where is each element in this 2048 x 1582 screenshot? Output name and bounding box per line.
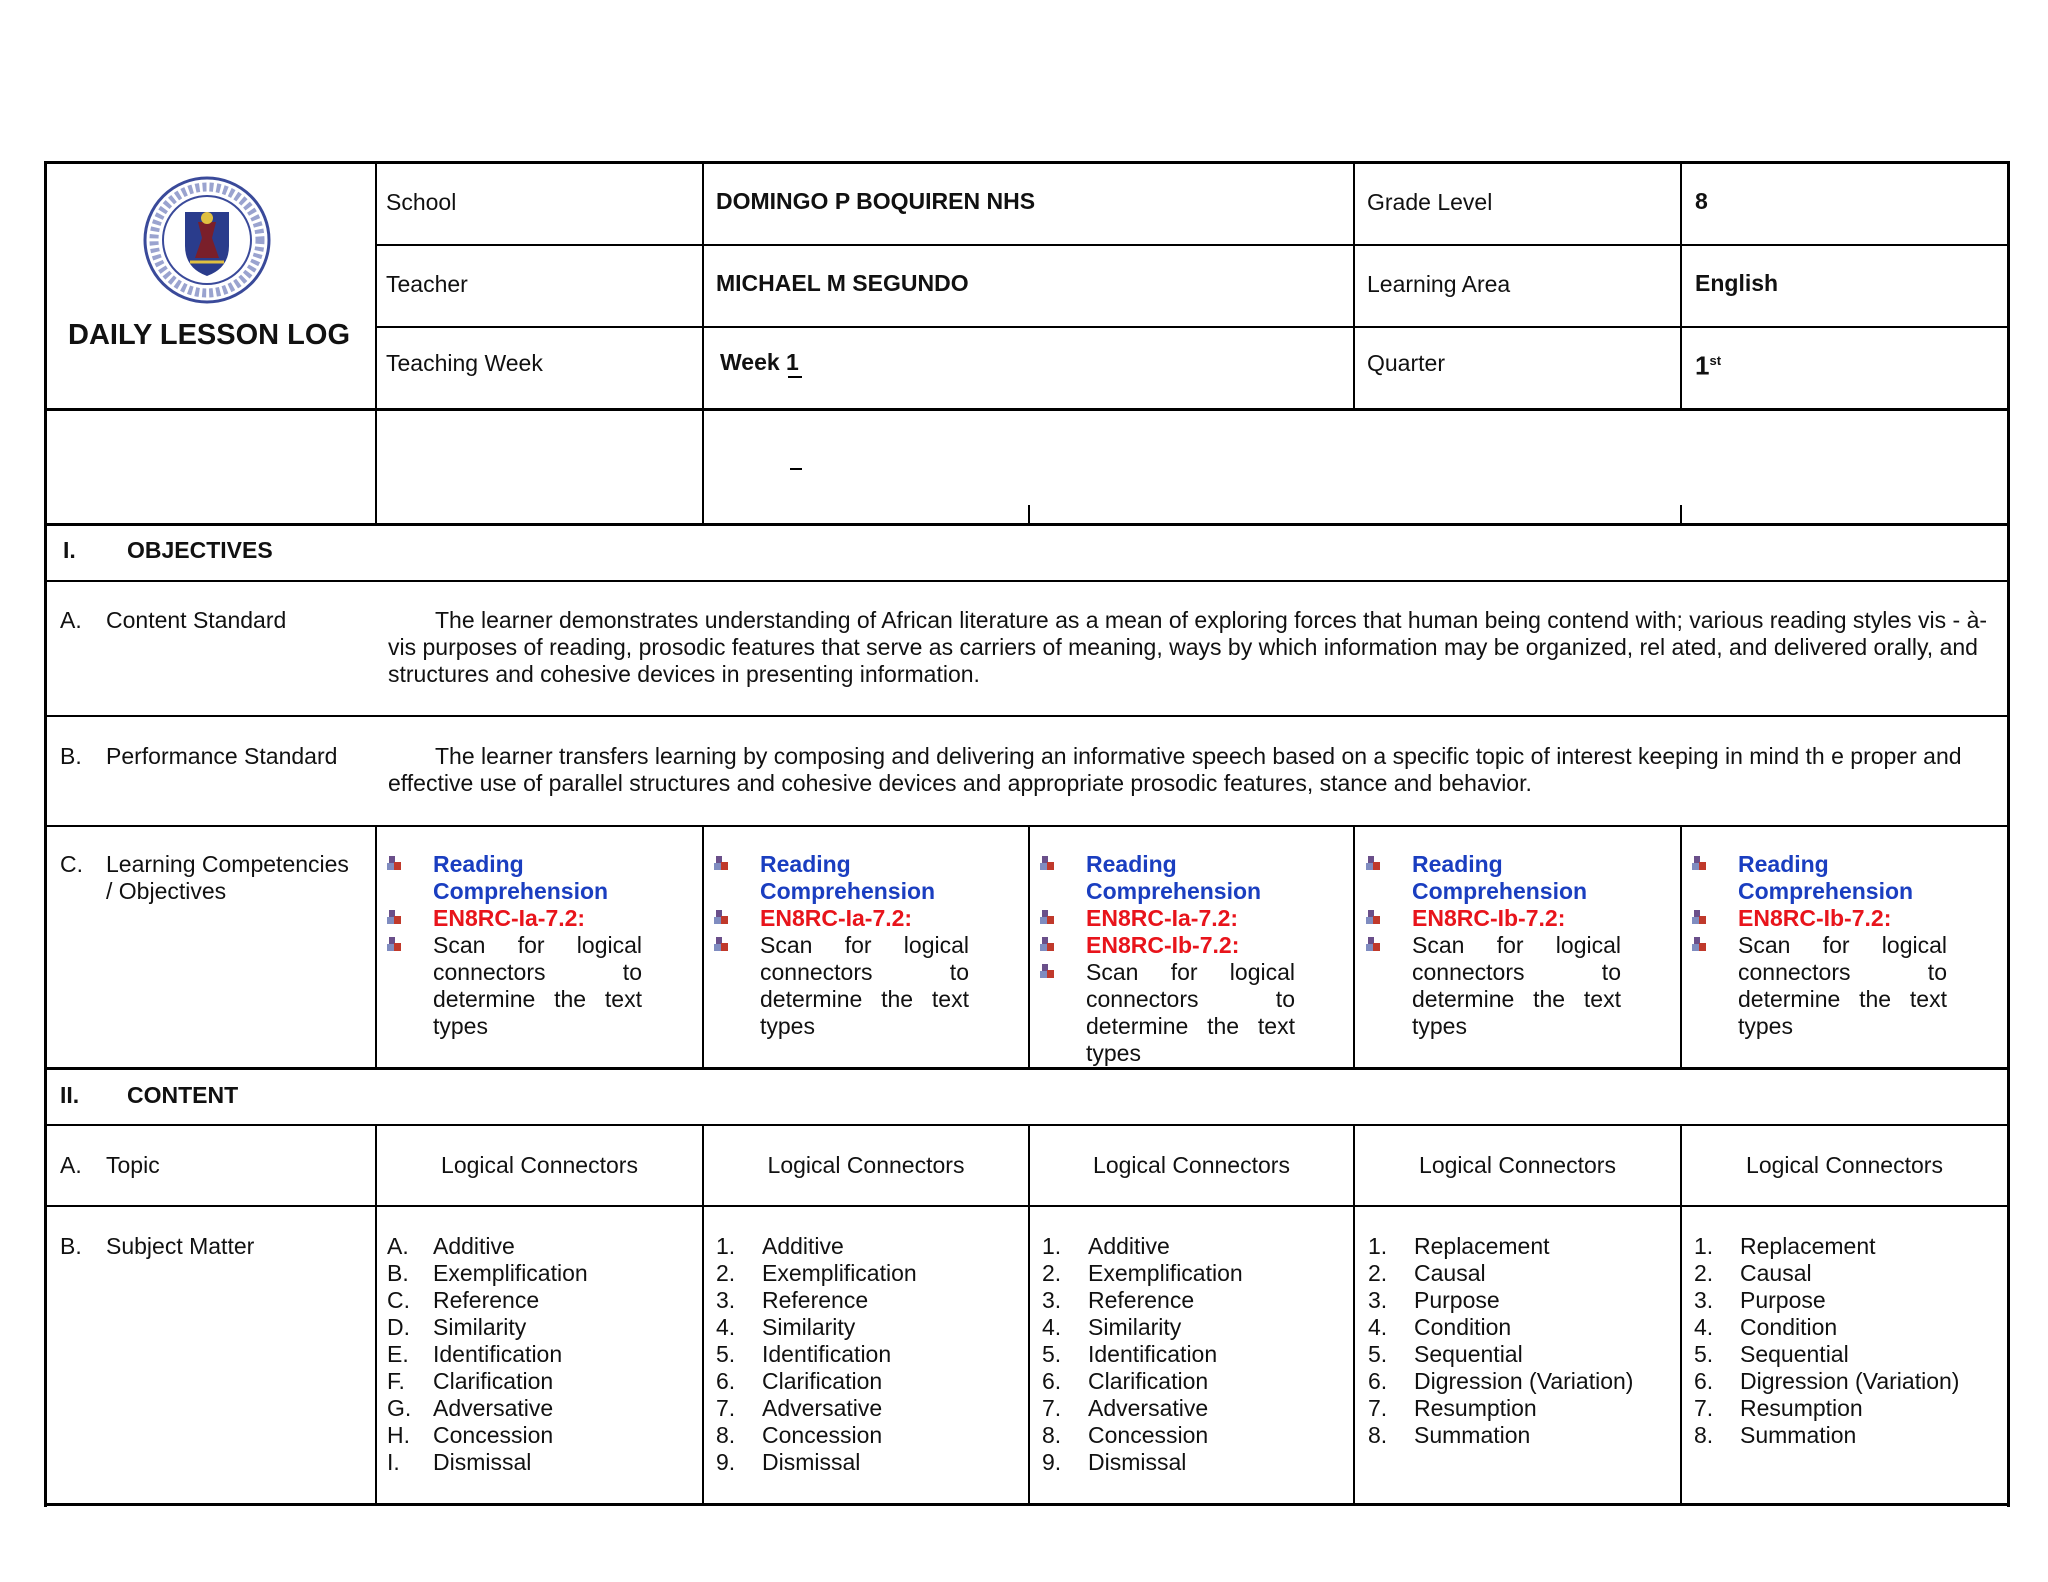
grade-level-value: 8 [1695,188,1708,214]
list-item: 3. Reference [716,1287,869,1313]
competency-day-1: Reading Comprehension EN8RC-Ia-7.2: Scan for logical connectors to determine the text types [387,851,642,1040]
topic-day-5: Logical Connectors [1746,1152,1943,1178]
list-item: 5. Identification [1042,1341,1218,1367]
bullet-icon [1040,856,1055,872]
list-item: I. Dismissal [387,1449,532,1475]
school-label: School [386,189,457,215]
topic-day-3: Logical Connectors [1093,1152,1290,1178]
bullet-icon [714,856,729,872]
subject-matter-day-4 [1368,1233,1633,1449]
performance-standard-letter: B. [60,743,82,769]
teaching-week-label: Teaching Week [386,350,543,376]
competency-day-3: Reading Comprehension EN8RC-Ia-7.2: EN8RC-Ib-7.2: Scan for logical connectors to determine the text types [1040,851,1295,1067]
objectives-roman: I. [63,537,76,563]
quarter-value: 1st [1695,350,1722,381]
list-item: 5. Sequential [1694,1341,1849,1367]
teacher-value: MICHAEL M SEGUNDO [716,270,969,296]
grade-level-label: Grade Level [1367,189,1493,215]
competencies-letter: C. [60,851,83,877]
competency-day-2: Reading Comprehension EN8RC-Ia-7.2: Scan for logical connectors to determine the text types [714,851,969,1040]
content-roman: II. [60,1082,80,1108]
subject-matter-day-3 [1042,1233,1243,1476]
topic-label: Topic [106,1152,160,1178]
school-value: DOMINGO P BOQUIREN NHS [716,188,1036,214]
list-item: 2. Exemplification [1042,1260,1243,1286]
list-item: 9. Dismissal [716,1449,861,1475]
list-item: 2. Causal [1694,1260,1812,1286]
list-item: G. Adversative [387,1395,554,1421]
competencies-label-line2: / Objectives [106,878,227,904]
list-item: 3. Purpose [1368,1287,1500,1313]
bullet-icon [1366,910,1381,926]
content-standard-label: Content Standard [106,607,287,633]
list-item: 6. Clarification [716,1368,883,1394]
bullet-icon [1040,937,1055,953]
subject-matter-day-2 [716,1233,917,1476]
list-item: 3. Purpose [1694,1287,1826,1313]
competencies-label-line1: Learning Competencies [106,851,349,877]
bullet-icon [1040,964,1055,980]
list-item: B. Exemplification [387,1260,588,1286]
bullet-icon [387,856,402,872]
list-item: E. Identification [387,1341,563,1367]
list-item: 7. Resumption [1694,1395,1863,1421]
list-item: 8. Concession [1042,1422,1209,1448]
bullet-icon [1366,856,1381,872]
list-item: 5. Identification [716,1341,892,1367]
list-item: 6. Digression (Variation) [1368,1368,1634,1394]
competency-day-4: Reading Comprehension EN8RC-Ib-7.2: Scan for logical connectors to determine the text types [1366,851,1621,1040]
list-item: 7. Adversative [716,1395,883,1421]
list-item: 7. Adversative [1042,1395,1209,1421]
content-standard-letter: A. [60,607,82,633]
content-heading: CONTENT [127,1082,239,1108]
list-item: 1. Additive [1042,1233,1170,1259]
list-item: D. Similarity [387,1314,527,1340]
deped-seal-logo [140,176,275,304]
bullet-icon [387,910,402,926]
competency-day-5: Reading Comprehension EN8RC-Ib-7.2: Scan for logical connectors to determine the text types [1692,851,1947,1040]
list-item: C. Reference [387,1287,540,1313]
list-item: 9. Dismissal [1042,1449,1187,1475]
list-item: 1. Replacement [1694,1233,1876,1259]
topic-day-2: Logical Connectors [767,1152,965,1178]
content-standard-text: The learner demonstrates understanding of African literature as a mean of exploring forces that human being contend with; various reading styles vis - à-vis purposes of reading, prosodic features that serve as carriers of meaning, ways by which information may be organized, rel ated, and delivered orally, and structures and cohesive devices in presenting information. [388,607,1988,687]
list-item: F. Clarification [387,1368,554,1394]
list-item: A. Additive [387,1233,515,1259]
list-item: 8. Summation [1368,1422,1531,1448]
performance-standard-text: The learner transfers learning by composing and delivering an informative speech based on a specific topic of interest keeping in mind th e proper and effective use of parallel structures and cohesive devices and appropriate prosodic features, stance and behavior. [388,743,1962,796]
list-item: 4. Condition [1694,1314,1838,1340]
bullet-icon [1692,937,1707,953]
list-item: 2. Exemplification [716,1260,917,1286]
performance-standard-label: Performance Standard [106,743,338,769]
subject-matter-day-5 [1694,1233,1959,1449]
list-item: 1. Replacement [1368,1233,1550,1259]
bullet-icon [714,937,729,953]
topic-day-1: Logical Connectors [441,1152,638,1178]
page-title: DAILY LESSON LOG [68,319,350,351]
bullet-icon [1692,856,1707,872]
list-item: 4. Similarity [716,1314,856,1340]
subject-matter-letter: B. [60,1233,82,1259]
list-item: 6. Clarification [1042,1368,1209,1394]
subject-matter-label: Subject Matter [106,1233,255,1259]
learning-area-value: English [1695,270,1779,296]
bullet-icon [1040,910,1055,926]
week-underline [788,376,802,378]
topic-day-4: Logical Connectors [1419,1152,1616,1178]
bullet-icon [387,937,402,953]
bullet-icon [1366,937,1381,953]
list-item: 1. Additive [716,1233,844,1259]
list-item: 6. Digression (Variation) [1694,1368,1960,1394]
bullet-icon [714,910,729,926]
list-item: 2. Causal [1368,1260,1486,1286]
list-item: 7. Resumption [1368,1395,1537,1421]
list-item: H. Concession [387,1422,554,1448]
list-item: 8. Concession [716,1422,883,1448]
list-item: 8. Summation [1694,1422,1857,1448]
dash-mark [790,468,802,470]
quarter-label: Quarter [1367,350,1445,376]
bullet-icon [1692,910,1707,926]
list-item: 5. Sequential [1368,1341,1523,1367]
list-item: 3. Reference [1042,1287,1195,1313]
list-item: 4. Similarity [1042,1314,1182,1340]
list-item: 4. Condition [1368,1314,1512,1340]
learning-area-label: Learning Area [1367,271,1511,297]
objectives-heading: OBJECTIVES [127,537,273,563]
teacher-label: Teacher [386,271,468,297]
topic-letter: A. [60,1152,82,1178]
subject-matter-day-1 [387,1233,588,1476]
teaching-week-value: Week 1 [720,349,799,375]
